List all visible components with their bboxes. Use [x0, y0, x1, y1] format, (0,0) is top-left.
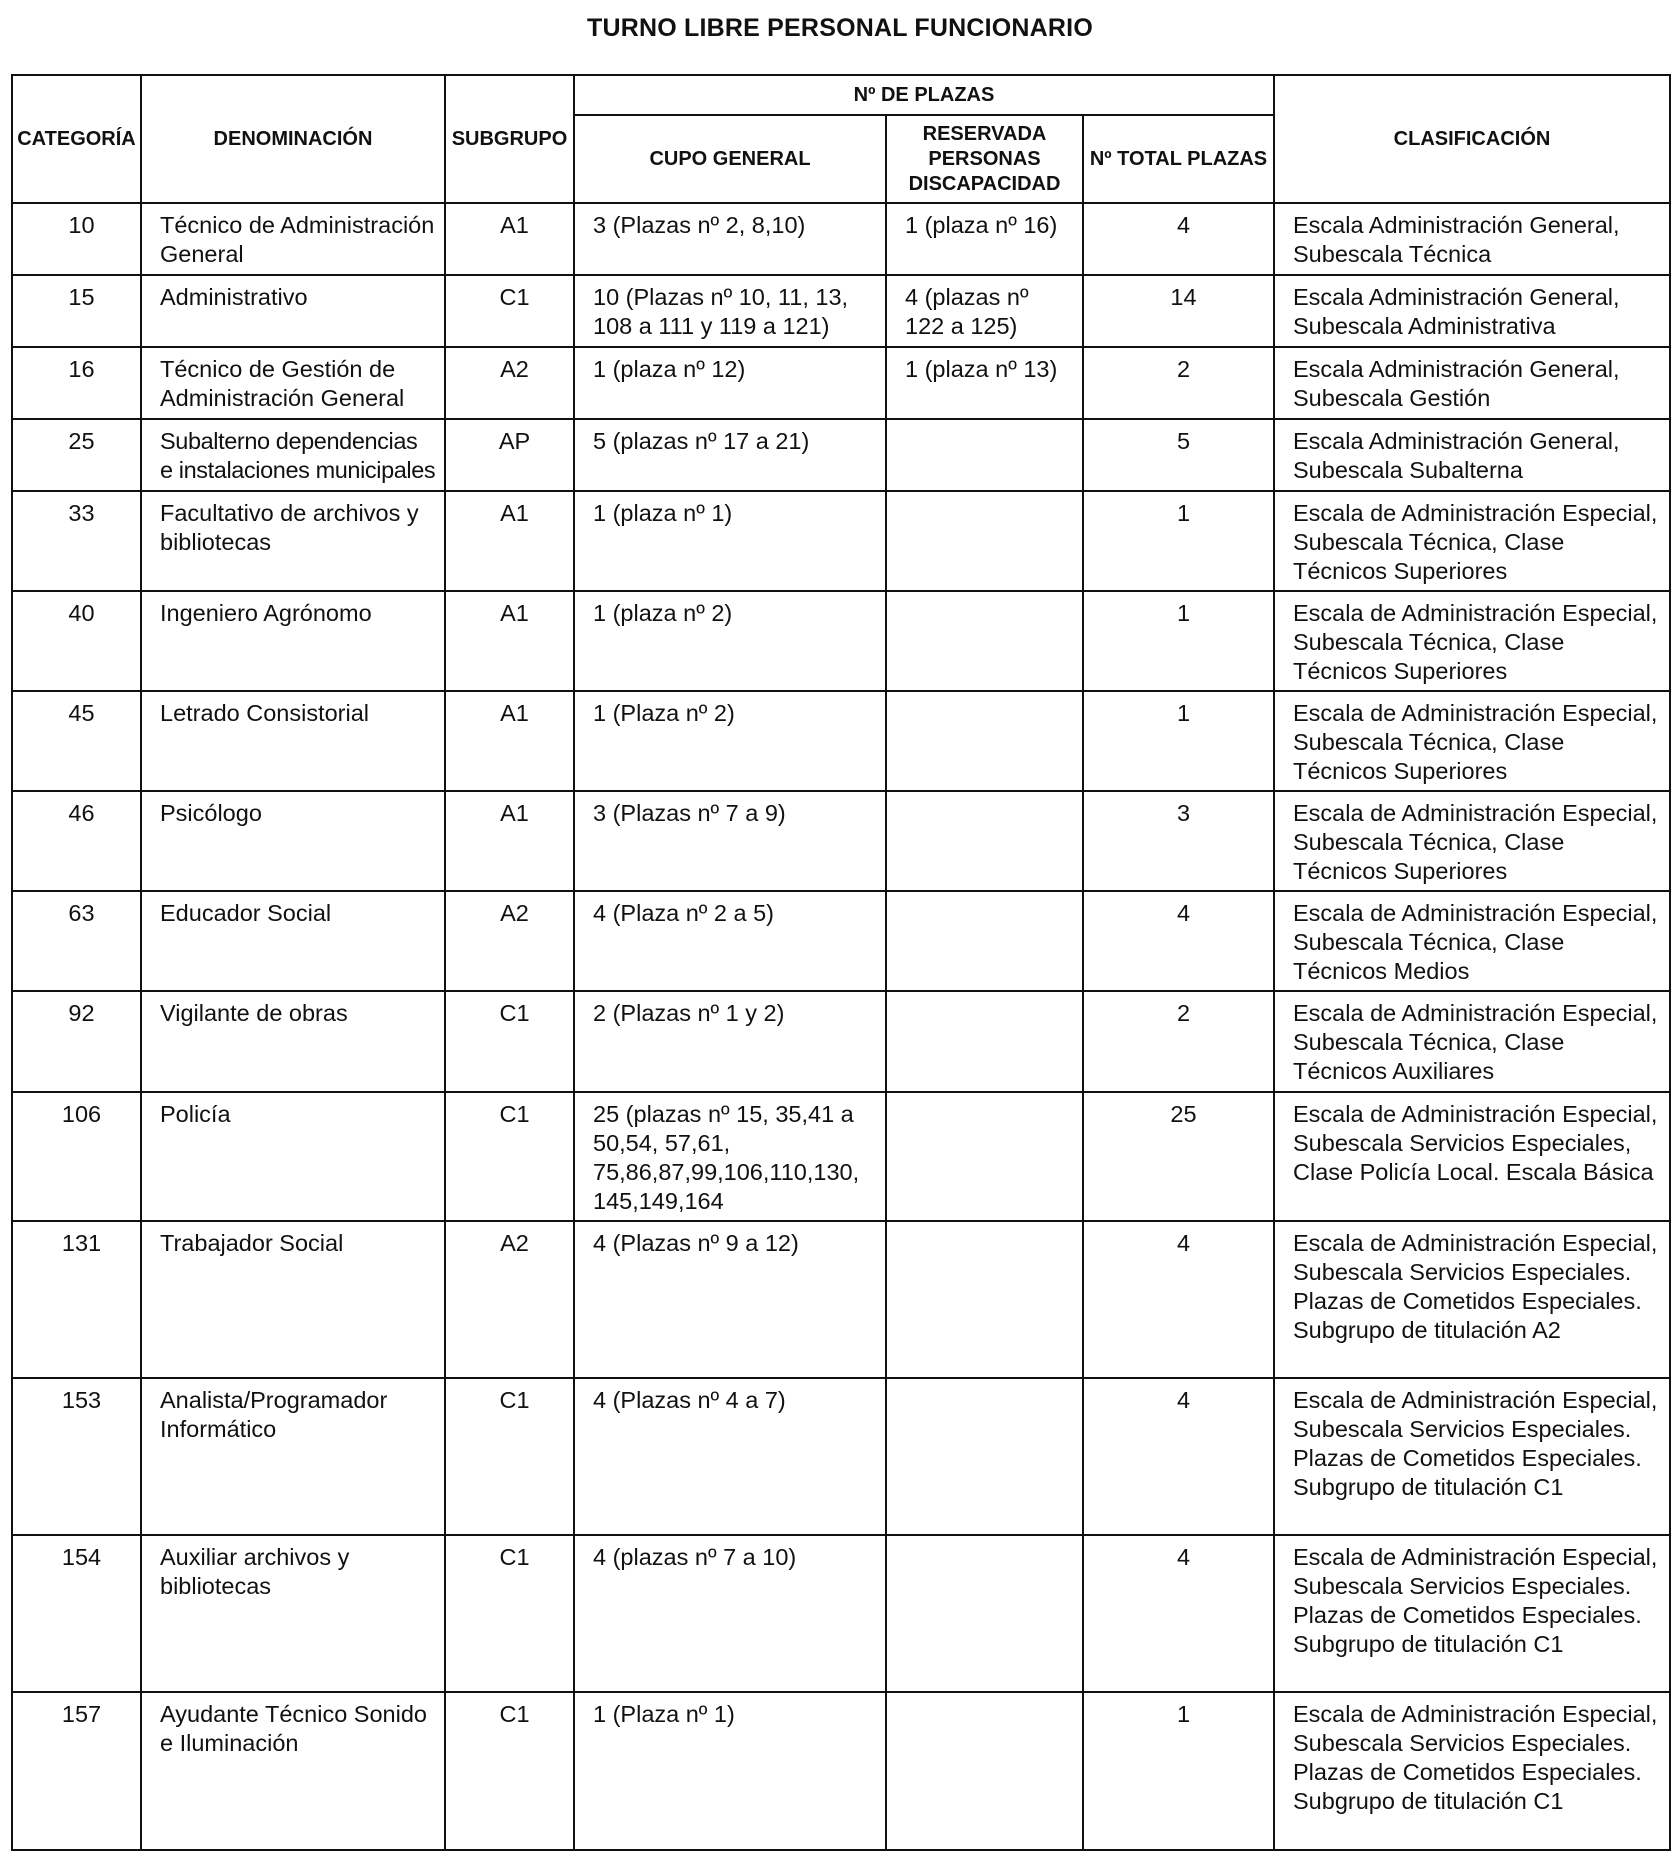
cell-reservada: [886, 419, 1083, 491]
cell-subgrupo: A2: [445, 891, 574, 991]
cell-denominacion: Vigilante de obras: [141, 991, 445, 1092]
cell-total: 1: [1083, 591, 1274, 691]
cell-clasificacion: Escala de Administración Especial, Subescala Servicios Especiales, Clase Policía Local. Escala Básica: [1274, 1092, 1670, 1221]
cell-subgrupo: C1: [445, 1535, 574, 1692]
cell-cupo-general: 1 (Plaza nº 1): [574, 1692, 886, 1850]
cell-reservada: [886, 1092, 1083, 1221]
header-cupo-general: CUPO GENERAL: [574, 115, 886, 203]
cell-total: 1: [1083, 1692, 1274, 1850]
table-body: [12, 203, 1670, 1850]
cell-denominacion: Técnico de Gestión de Administración General: [141, 347, 445, 419]
cell-cupo-general: 5 (plazas nº 17 a 21): [574, 419, 886, 491]
cell-subgrupo: A1: [445, 203, 574, 275]
header-total: Nº TOTAL PLAZAS: [1083, 115, 1274, 203]
cell-categoria: 92: [12, 991, 141, 1092]
table-row: [12, 347, 1670, 419]
cell-denominacion: Trabajador Social: [141, 1221, 445, 1378]
cell-clasificacion: Escala Administración General, Subescala Gestión: [1274, 347, 1670, 419]
cell-denominacion: Facultativo de archivos y bibliotecas: [141, 491, 445, 591]
cell-clasificacion: Escala de Administración Especial, Subescala Servicios Especiales. Plazas de Cometidos Especiales. Subgrupo de titulación C1: [1274, 1535, 1670, 1692]
cell-cupo-general: 2 (Plazas nº 1 y 2): [574, 991, 886, 1092]
header-categoria: CATEGORÍA: [12, 75, 141, 203]
cell-cupo-general: 25 (plazas nº 15, 35,41 a 50,54, 57,61, 75,86,87,99,106,110,130, 145,149,164: [574, 1092, 886, 1221]
cell-clasificacion: Escala de Administración Especial, Subescala Servicios Especiales. Plazas de Cometidos Especiales. Subgrupo de titulación A2: [1274, 1221, 1670, 1378]
cell-denominacion: Letrado Consistorial: [141, 691, 445, 791]
cell-cupo-general: 1 (plaza nº 2): [574, 591, 886, 691]
cell-total: 4: [1083, 1221, 1274, 1378]
cell-categoria: 15: [12, 275, 141, 347]
cell-clasificacion: Escala de Administración Especial, Subescala Técnica, Clase Técnicos Superiores: [1274, 491, 1670, 591]
cell-reservada: [886, 691, 1083, 791]
header-n-plazas: Nº DE PLAZAS: [574, 75, 1274, 115]
header-denominacion: DENOMINACIÓN: [141, 75, 445, 203]
cell-categoria: 131: [12, 1221, 141, 1378]
cell-subgrupo: AP: [445, 419, 574, 491]
cell-total: 4: [1083, 1535, 1274, 1692]
cell-cupo-general: 10 (Plazas nº 10, 11, 13, 108 a 111 y 119 a 121): [574, 275, 886, 347]
table-row: [12, 1092, 1670, 1221]
cell-total: 14: [1083, 275, 1274, 347]
cell-subgrupo: C1: [445, 1378, 574, 1535]
cell-categoria: 10: [12, 203, 141, 275]
table-row: [12, 491, 1670, 591]
cell-cupo-general: 3 (Plazas nº 7 a 9): [574, 791, 886, 891]
table-row: [12, 203, 1670, 275]
cell-categoria: 25: [12, 419, 141, 491]
header-subgrupo: SUBGRUPO: [445, 75, 574, 203]
cell-reservada: [886, 591, 1083, 691]
cell-total: 5: [1083, 419, 1274, 491]
cell-cupo-general: 1 (plaza nº 12): [574, 347, 886, 419]
cell-reservada: [886, 491, 1083, 591]
cell-clasificacion: Escala Administración General, Subescala Administrativa: [1274, 275, 1670, 347]
cell-cupo-general: 1 (Plaza nº 2): [574, 691, 886, 791]
cell-subgrupo: A2: [445, 1221, 574, 1378]
cell-subgrupo: C1: [445, 1092, 574, 1221]
cell-clasificacion: Escala de Administración Especial, Subescala Servicios Especiales. Plazas de Cometidos Especiales. Subgrupo de titulación C1: [1274, 1692, 1670, 1850]
cell-reservada: [886, 1378, 1083, 1535]
cell-denominacion: Analista/Programador Informático: [141, 1378, 445, 1535]
cell-reservada: [886, 891, 1083, 991]
cell-categoria: 157: [12, 1692, 141, 1850]
cell-cupo-general: 4 (Plaza nº 2 a 5): [574, 891, 886, 991]
cell-clasificacion: Escala Administración General, Subescala Subalterna: [1274, 419, 1670, 491]
cell-total: 4: [1083, 1378, 1274, 1535]
cell-categoria: 153: [12, 1378, 141, 1535]
cell-clasificacion: Escala de Administración Especial, Subescala Técnica, Clase Técnicos Superiores: [1274, 691, 1670, 791]
table-row: [12, 891, 1670, 991]
cell-denominacion: Psicólogo: [141, 791, 445, 891]
cell-subgrupo: C1: [445, 275, 574, 347]
cell-reservada: [886, 791, 1083, 891]
header-reservada: RESERVADA PERSONAS DISCAPACIDAD: [886, 115, 1083, 203]
cell-subgrupo: C1: [445, 1692, 574, 1850]
page-title: TURNO LIBRE PERSONAL FUNCIONARIO: [587, 14, 1093, 42]
cell-total: 1: [1083, 491, 1274, 591]
cell-clasificacion: Escala de Administración Especial, Subescala Técnica, Clase Técnicos Superiores: [1274, 791, 1670, 891]
header-clasificacion: CLASIFICACIÓN: [1274, 75, 1670, 203]
table-row: [12, 591, 1670, 691]
cell-categoria: 16: [12, 347, 141, 419]
table-row: [12, 419, 1670, 491]
cell-cupo-general: 1 (plaza nº 1): [574, 491, 886, 591]
cell-categoria: 106: [12, 1092, 141, 1221]
cell-categoria: 154: [12, 1535, 141, 1692]
cell-clasificacion: Escala de Administración Especial, Subescala Técnica, Clase Técnicos Superiores: [1274, 591, 1670, 691]
cell-total: 1: [1083, 691, 1274, 791]
cell-denominacion: Auxiliar archivos y bibliotecas: [141, 1535, 445, 1692]
cell-subgrupo: C1: [445, 991, 574, 1092]
cell-categoria: 45: [12, 691, 141, 791]
cell-denominacion: Ayudante Técnico Sonido e Iluminación: [141, 1692, 445, 1850]
cell-categoria: 46: [12, 791, 141, 891]
cell-total: 2: [1083, 991, 1274, 1092]
cell-cupo-general: 4 (Plazas nº 9 a 12): [574, 1221, 886, 1378]
cell-total: 25: [1083, 1092, 1274, 1221]
table-row: [12, 991, 1670, 1092]
cell-cupo-general: 3 (Plazas nº 2, 8,10): [574, 203, 886, 275]
cell-reservada: 4 (plazas nº 122 a 125): [886, 275, 1083, 347]
cell-total: 2: [1083, 347, 1274, 419]
cell-clasificacion: Escala de Administración Especial, Subescala Técnica, Clase Técnicos Medios: [1274, 891, 1670, 991]
cell-cupo-general: 4 (plazas nº 7 a 10): [574, 1535, 886, 1692]
cell-reservada: [886, 1535, 1083, 1692]
cell-clasificacion: Escala de Administración Especial, Subescala Servicios Especiales. Plazas de Cometidos Especiales. Subgrupo de titulación C1: [1274, 1378, 1670, 1535]
cell-clasificacion: Escala Administración General, Subescala Técnica: [1274, 203, 1670, 275]
cell-categoria: 33: [12, 491, 141, 591]
cell-cupo-general: 4 (Plazas nº 4 a 7): [574, 1378, 886, 1535]
table-row: [12, 1535, 1670, 1692]
table-row: [12, 275, 1670, 347]
cell-subgrupo: A1: [445, 791, 574, 891]
cell-categoria: 40: [12, 591, 141, 691]
cell-reservada: [886, 1692, 1083, 1850]
cell-subgrupo: A1: [445, 691, 574, 791]
cell-categoria: 63: [12, 891, 141, 991]
table-row: [12, 1378, 1670, 1535]
cell-denominacion: Técnico de Administración General: [141, 203, 445, 275]
cell-total: 4: [1083, 891, 1274, 991]
cell-denominacion: Ingeniero Agrónomo: [141, 591, 445, 691]
cell-reservada: [886, 1221, 1083, 1378]
plazas-table: [11, 74, 1671, 1851]
table-row: [12, 691, 1670, 791]
cell-total: 4: [1083, 203, 1274, 275]
cell-subgrupo: A1: [445, 491, 574, 591]
cell-clasificacion: Escala de Administración Especial, Subescala Técnica, Clase Técnicos Auxiliares: [1274, 991, 1670, 1092]
cell-subgrupo: A2: [445, 347, 574, 419]
cell-subgrupo: A1: [445, 591, 574, 691]
cell-reservada: 1 (plaza nº 13): [886, 347, 1083, 419]
cell-denominacion: Subalterno dependencias e instalaciones municipales: [141, 419, 445, 491]
cell-denominacion: Educador Social: [141, 891, 445, 991]
cell-reservada: [886, 991, 1083, 1092]
cell-denominacion: Administrativo: [141, 275, 445, 347]
table-row: [12, 1692, 1670, 1850]
table-row: [12, 1221, 1670, 1378]
cell-denominacion: Policía: [141, 1092, 445, 1221]
table-row: [12, 791, 1670, 891]
cell-total: 3: [1083, 791, 1274, 891]
cell-reservada: 1 (plaza nº 16): [886, 203, 1083, 275]
